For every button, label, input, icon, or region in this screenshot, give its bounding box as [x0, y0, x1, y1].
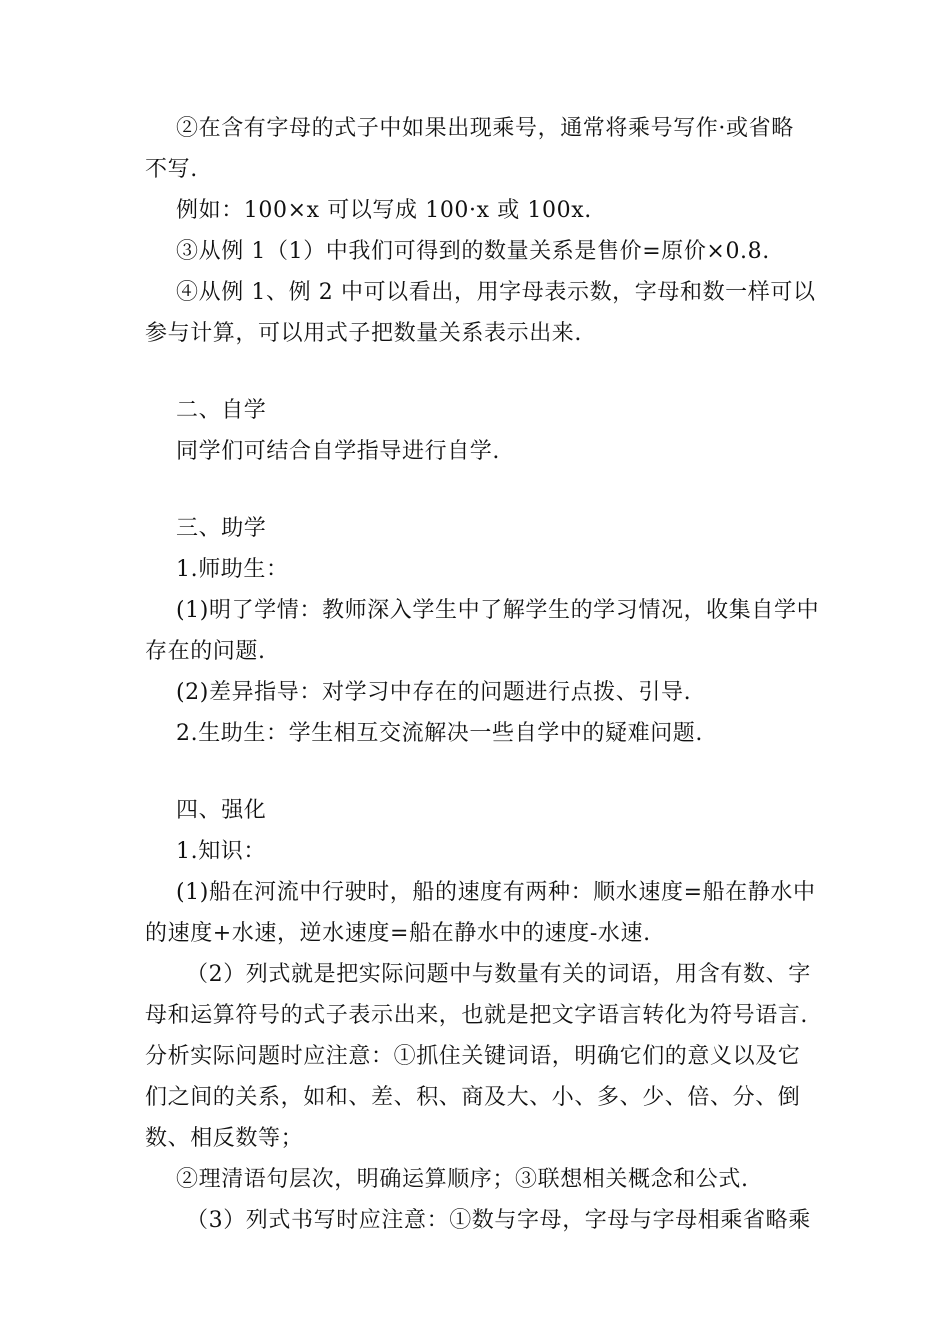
knowledge-2-line-3: 分析实际问题时应注意：①抓住关键词语，明确它们的意义以及它 [145, 1044, 801, 1069]
section-2-heading: 二、自学 [176, 398, 267, 423]
knowledge-1-line-2: 的速度+水速，逆水速度=船在静水中的速度-水速. [145, 921, 651, 946]
note-2-line-2: 不写. [145, 157, 198, 182]
section-4-item-1: 1.知识： [176, 839, 266, 864]
note-2-line-1: ②在含有字母的式子中如果出现乘号，通常将乘号写作·或省略 [176, 116, 794, 141]
knowledge-2-line-4: 们之间的关系，如和、差、积、商及大、小、多、少、倍、分、倒 [145, 1085, 801, 1110]
section-3-item-1b: (2)差异指导：对学习中存在的问题进行点拨、引导. [176, 680, 692, 705]
section-3-item-1: 1.师助生： [176, 557, 289, 582]
example-line: 例如：100×x 可以写成 100·x 或 100x. [176, 198, 592, 223]
note-4-line-1: ④从例 1、例 2 中可以看出，用字母表示数，字母和数一样可以 [176, 280, 816, 305]
knowledge-3-line-1: （3）列式书写时应注意：①数与字母，字母与字母相乘省略乘 [186, 1208, 811, 1233]
knowledge-1-line-1: (1)船在河流中行驶时，船的速度有两种：顺水速度=船在静水中 [176, 880, 816, 905]
section-4-heading: 四、强化 [176, 798, 267, 823]
section-3-heading: 三、助学 [176, 516, 267, 541]
knowledge-2-line-6: ②理清语句层次，明确运算顺序；③联想相关概念和公式. [176, 1167, 749, 1192]
knowledge-2-line-5: 数、相反数等； [145, 1126, 304, 1151]
section-3-item-1a-line-1: (1)明了学情：教师深入学生中了解学生的学习情况，收集自学中 [176, 598, 820, 623]
section-2-body: 同学们可结合自学指导进行自学. [176, 439, 500, 464]
knowledge-2-line-1: （2）列式就是把实际问题中与数量有关的词语，用含有数、字 [186, 962, 811, 987]
note-3-line: ③从例 1（1）中我们可得到的数量关系是售价=原价×0.8. [176, 239, 770, 264]
knowledge-2-line-2: 母和运算符号的式子表示出来，也就是把文字语言转化为符号语言. [145, 1003, 808, 1028]
note-4-line-2: 参与计算，可以用式子把数量关系表示出来. [145, 321, 582, 346]
section-3-item-2: 2.生助生：学生相互交流解决一些自学中的疑难问题. [176, 721, 703, 746]
section-3-item-1a-line-2: 存在的问题. [145, 639, 266, 664]
